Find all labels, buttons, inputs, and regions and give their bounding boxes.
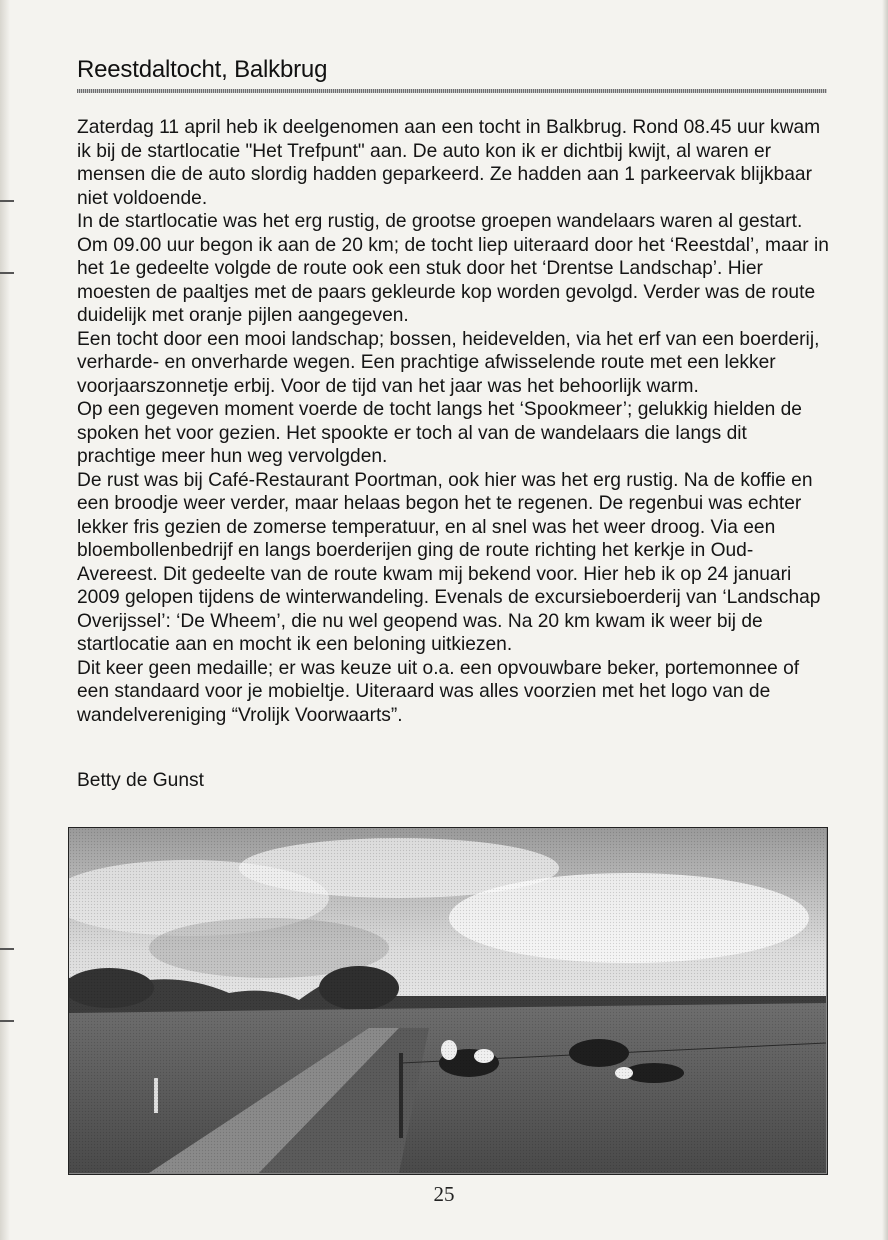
paragraph: Een tocht door een mooi landschap; bossen, heidevelden, via het erf van een boerderij, verharde- en onverharde wegen. Een prachtige afwisselende route met een lekker voorjaarszonnetje erbij. Voor de tijd van het jaar was het behoorlijk warm. xyxy=(77,328,820,397)
binding-mark xyxy=(0,1020,14,1022)
binding-mark xyxy=(0,948,14,950)
paragraph: De rust was bij Café-Restaurant Poortman, ook hier was het erg rustig. Na de koffie en een broodje weer verder, maar helaas begon het te regenen. De regenbui was echter lekker fris gezien de zomerse temperatuur, en al snel was het weer droog. Via een bloembollenbedrijf en langs boerderijen ging de route richting het kerkje in Oud-Avereest. Dit gedeelte van de route kwam mij bekend voor. Hier heb ik op 24 januari 2009 gelopen tijdens de winterwandeling. Evenals de excursieboerderij van ‘Landschap Overijssel’: ‘De Wheem’, die nu wel geopend was. Na 20 km kwam ik weer bij de startlocatie aan en mocht ik een beloning uitkiezen. xyxy=(77,469,821,655)
paragraph: In de startlocatie was het erg rustig, de grootse groepen wandelaars waren al gestart. Om 09.00 uur begon ik aan de 20 km; de tocht liep uiteraard door het ‘Reestdal’, maar in het 1e gedeelte volgde de route ook een stuk door het ‘Drentse Landschap’. Hier moesten de paaltjes met de paars gekleurde kop worden gevolgd. Verder was de route duidelijk met oranje pijlen aangegeven. xyxy=(77,211,829,326)
binding-mark xyxy=(0,200,14,202)
article-body xyxy=(77,116,829,727)
landscape-photo xyxy=(68,827,828,1175)
paragraph: Op een gegeven moment voerde de tocht langs het ‘Spookmeer’; gelukkig hielden de spoken het voor gezien. Het spookte er toch al van de wandelaars die langs dit prachtige meer hun weg vervolgden. xyxy=(77,399,802,467)
landscape-with-cows-photo xyxy=(69,828,826,1173)
binding-edge xyxy=(0,0,10,1240)
paragraph: Dit keer geen medaille; er was keuze uit o.a. een opvouwbare beker, portemonnee of een standaard voor je mobieltje. Uiteraard was alles voorzien met het logo van de wandelvereniging “Vrolijk Voorwaarts”. xyxy=(77,657,800,726)
title-divider xyxy=(77,89,827,93)
page-title: Reestdaltocht, Balkbrug xyxy=(77,56,328,83)
page-number: 25 xyxy=(433,1182,455,1206)
author-signature: Betty de Gunst xyxy=(77,770,204,791)
paragraph: Zaterdag 11 april heb ik deelgenomen aan een tocht in Balkbrug. Rond 08.45 uur kwam ik bij de startlocatie "Het Trefpunt" aan. De auto kon ik er dichtbij kwijt, al waren er mensen die de auto slordig hadden geparkeerd. Ze hadden aan 1 parkeervak blijkbaar niet voldoende. xyxy=(77,117,821,209)
binding-mark xyxy=(0,272,14,274)
page-edge xyxy=(882,0,888,1240)
